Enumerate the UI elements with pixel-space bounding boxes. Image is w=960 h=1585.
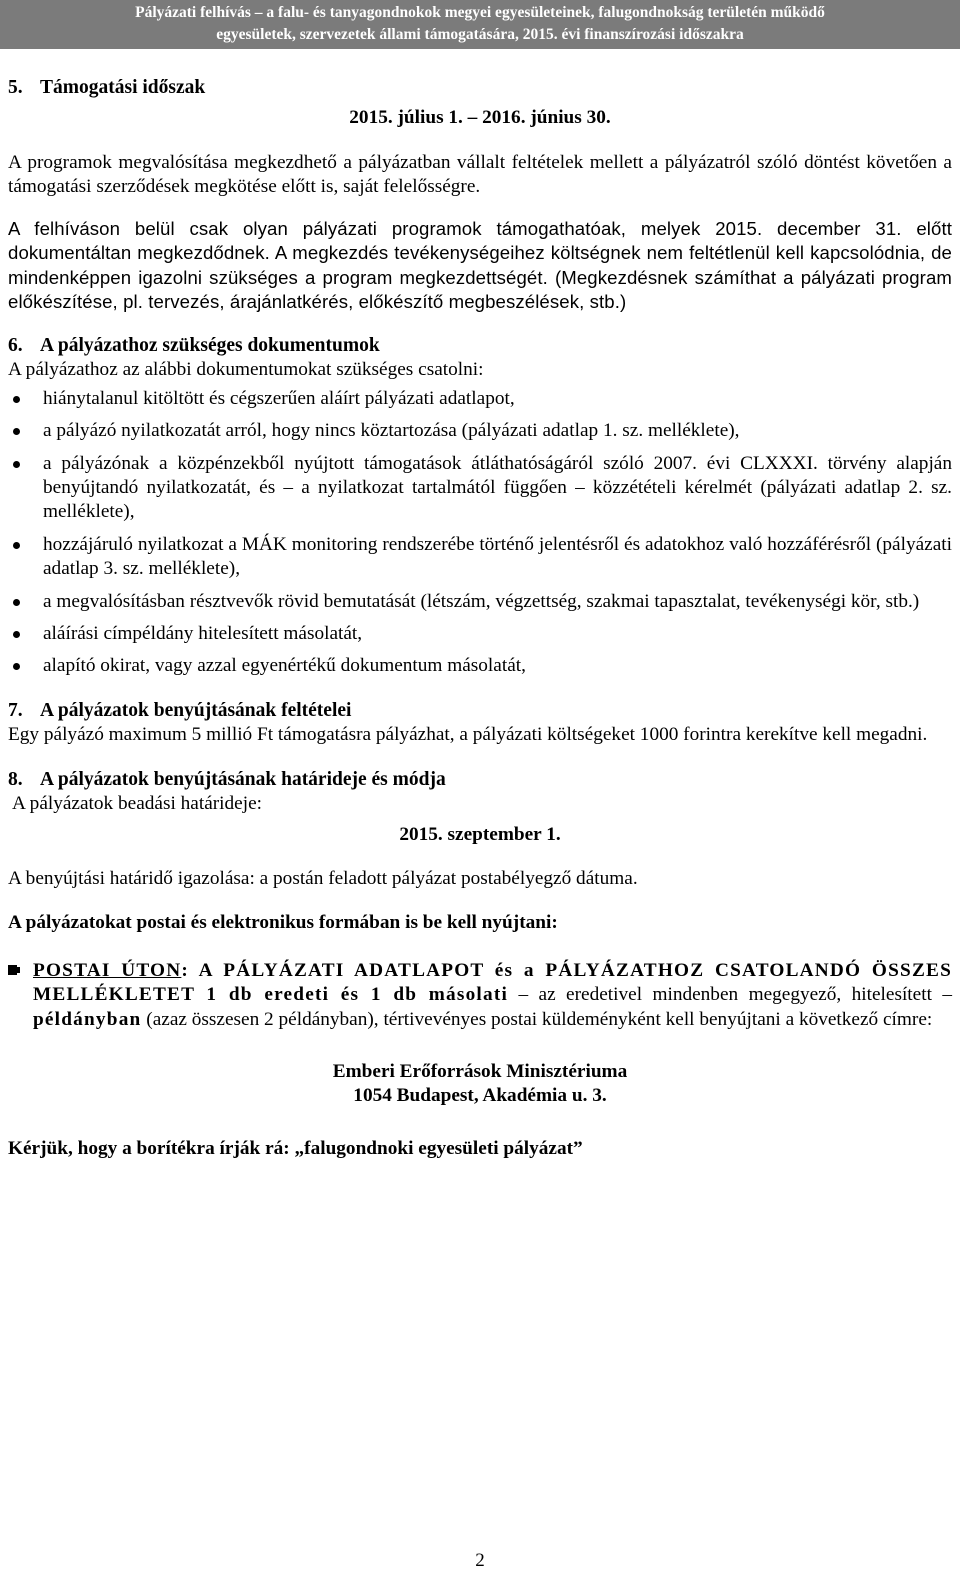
list-item — [8, 590, 952, 614]
list-item — [8, 533, 952, 582]
list-item-text: aláírási címpéldány hitelesített másolatát, — [43, 623, 363, 645]
postal-label: POSTAI ÚTON — [33, 959, 182, 981]
bullet-icon — [13, 396, 20, 403]
list-item — [8, 387, 952, 411]
section-5-heading — [8, 76, 952, 100]
bullet-icon — [13, 631, 20, 638]
list-item-text: hozzájáruló nyilatkozat a MÁK monitoring rendszerébe történő jelentésről és adatokhoz való hozzáférésről (pályázati adatlap 3. sz. melléklete), — [43, 533, 952, 580]
section-6-number: 6. — [8, 335, 23, 356]
section-7-number: 7. — [8, 699, 23, 721]
submission-instruction: A pályázatokat postai és elektronikus formában is be kell nyújtani: — [8, 912, 558, 934]
section-5-paragraph-1: A programok megvalósítása megkezdhető a pályázatban vállalt feltételek mellett a pályázatról szóló döntést követően a támogatási szerződések megkötése előtt is, saját felelősségre. — [8, 151, 952, 198]
section-5-number: 5. — [8, 77, 23, 98]
address-line-1: Emberi Erőforrások Minisztériuma — [332, 1060, 628, 1082]
list-item — [8, 452, 952, 525]
section-7-paragraph: Egy pályázó maximum 5 millió Ft támogatásra pályázhat, a pályázati költségeket 1000 forintra kerekítve kell megadni. — [8, 724, 928, 746]
section-6-heading — [8, 334, 952, 358]
list-item — [8, 419, 952, 443]
deadline-proof: A benyújtási határidő igazolása: a postán feladott pályázat postabélyegző dátuma. — [8, 867, 638, 889]
list-item — [8, 654, 952, 678]
section-8-heading — [8, 768, 952, 792]
section-6-intro: A pályázathoz az alábbi dokumentumokat szükséges csatolni: — [8, 359, 484, 381]
support-period: 2015. július 1. – 2016. június 30. — [349, 107, 611, 129]
list-item-text: alapító okirat, vagy azzal egyenértékű dokumentum másolatát, — [43, 655, 526, 677]
section-5-paragraph-2: A felhíváson belül csak olyan pályázati programok támogathatóak, melyek 2015. december 31. előtt dokumentáltan megkezdődnek. A megkezdés tevékenységeihez költségnek nem feltétlenül kell kapcsolódnia, de mindenképpen igazolni szükséges a program megkezdettségét. (Megkezdésnek számíthat a pályázati program előkészítése, pl. tervezés, árajánlatkérés, előkészítő megbeszélések, stb.) — [8, 217, 952, 313]
section-8-title: A pályázatok benyújtásának határideje és módja — [40, 768, 446, 790]
postal-mid-text: – az eredetivel mindenben megegyező, hitelesített – — [508, 984, 952, 1006]
header-line-2: egyesületek, szervezetek állami támogatására, 2015. évi finanszírozási időszakra — [216, 26, 744, 43]
deadline-date: 2015. szeptember 1. — [399, 823, 561, 845]
address-line-2: 1054 Budapest, Akadémia u. 3. — [353, 1085, 607, 1107]
list-item-text: a pályázó nyilatkozatát arról, hogy nincs köztartozása (pályázati adatlap 1. sz. melléklete), — [43, 420, 740, 442]
postal-caps-text: A PÁLYÁZATI ADATLAPOT és a PÁLYÁZATHOZ CSATOLANDÓ ÖSSZES MELLÉKLETET 1 db eredeti és 1 db másolati — [33, 959, 953, 1006]
section-7-title: A pályázatok benyújtásának feltételei — [40, 699, 352, 721]
envelope-request: Kérjük, hogy a borítékra írják rá: „falugondnoki egyesületi pályázat” — [8, 1137, 583, 1159]
bullet-icon — [13, 428, 20, 435]
section-6-title: A pályázathoz szükséges dokumentumok — [40, 335, 380, 356]
deadline-label: A pályázatok beadási határideje: — [12, 793, 263, 815]
required-documents-list — [8, 387, 952, 679]
postal-colon: : — [181, 959, 189, 981]
list-item — [8, 622, 952, 646]
section-7-heading — [8, 699, 952, 723]
section-8-number: 8. — [8, 768, 23, 790]
postal-end-text: (azaz összesen 2 példányban), tértivevényes postai küldeményként kell benyújtani a következő címre: — [141, 1008, 933, 1030]
postal-submission-item — [8, 959, 952, 1032]
bullet-icon — [13, 599, 20, 606]
square-bullet-icon — [8, 965, 17, 975]
list-item-text: a pályázónak a közpénzekből nyújtott támogatások átláthatóságáról szóló 2007. évi CLXXXI. törvény alapján benyújtandó nyilatkozatát, és – a nyilatkozat tartalmától függően – közzétételi kérelmét (pályázati adatlap 2. sz. melléklete), — [43, 452, 952, 523]
list-item-text: hiánytalanul kitöltött és cégszerűen aláírt pályázati adatlapot, — [43, 387, 515, 409]
section-5-title: Támogatási időszak — [40, 77, 206, 98]
bullet-icon — [13, 542, 20, 549]
postal-copies-word: példányban — [33, 1008, 142, 1030]
running-header — [0, 0, 960, 49]
header-line-1: Pályázati felhívás – a falu- és tanyagondnokok megyei egyesületeinek, falugondnokság területén működő — [135, 4, 825, 21]
bullet-icon — [13, 663, 20, 670]
document-body — [8, 76, 952, 1161]
page-number: 2 — [475, 1550, 485, 1571]
bullet-icon — [13, 461, 20, 468]
list-item-text: a megvalósításban résztvevők rövid bemutatását (létszám, végzettség, szakmai tapasztalat, tevékenységi kör, stb.) — [43, 590, 920, 612]
